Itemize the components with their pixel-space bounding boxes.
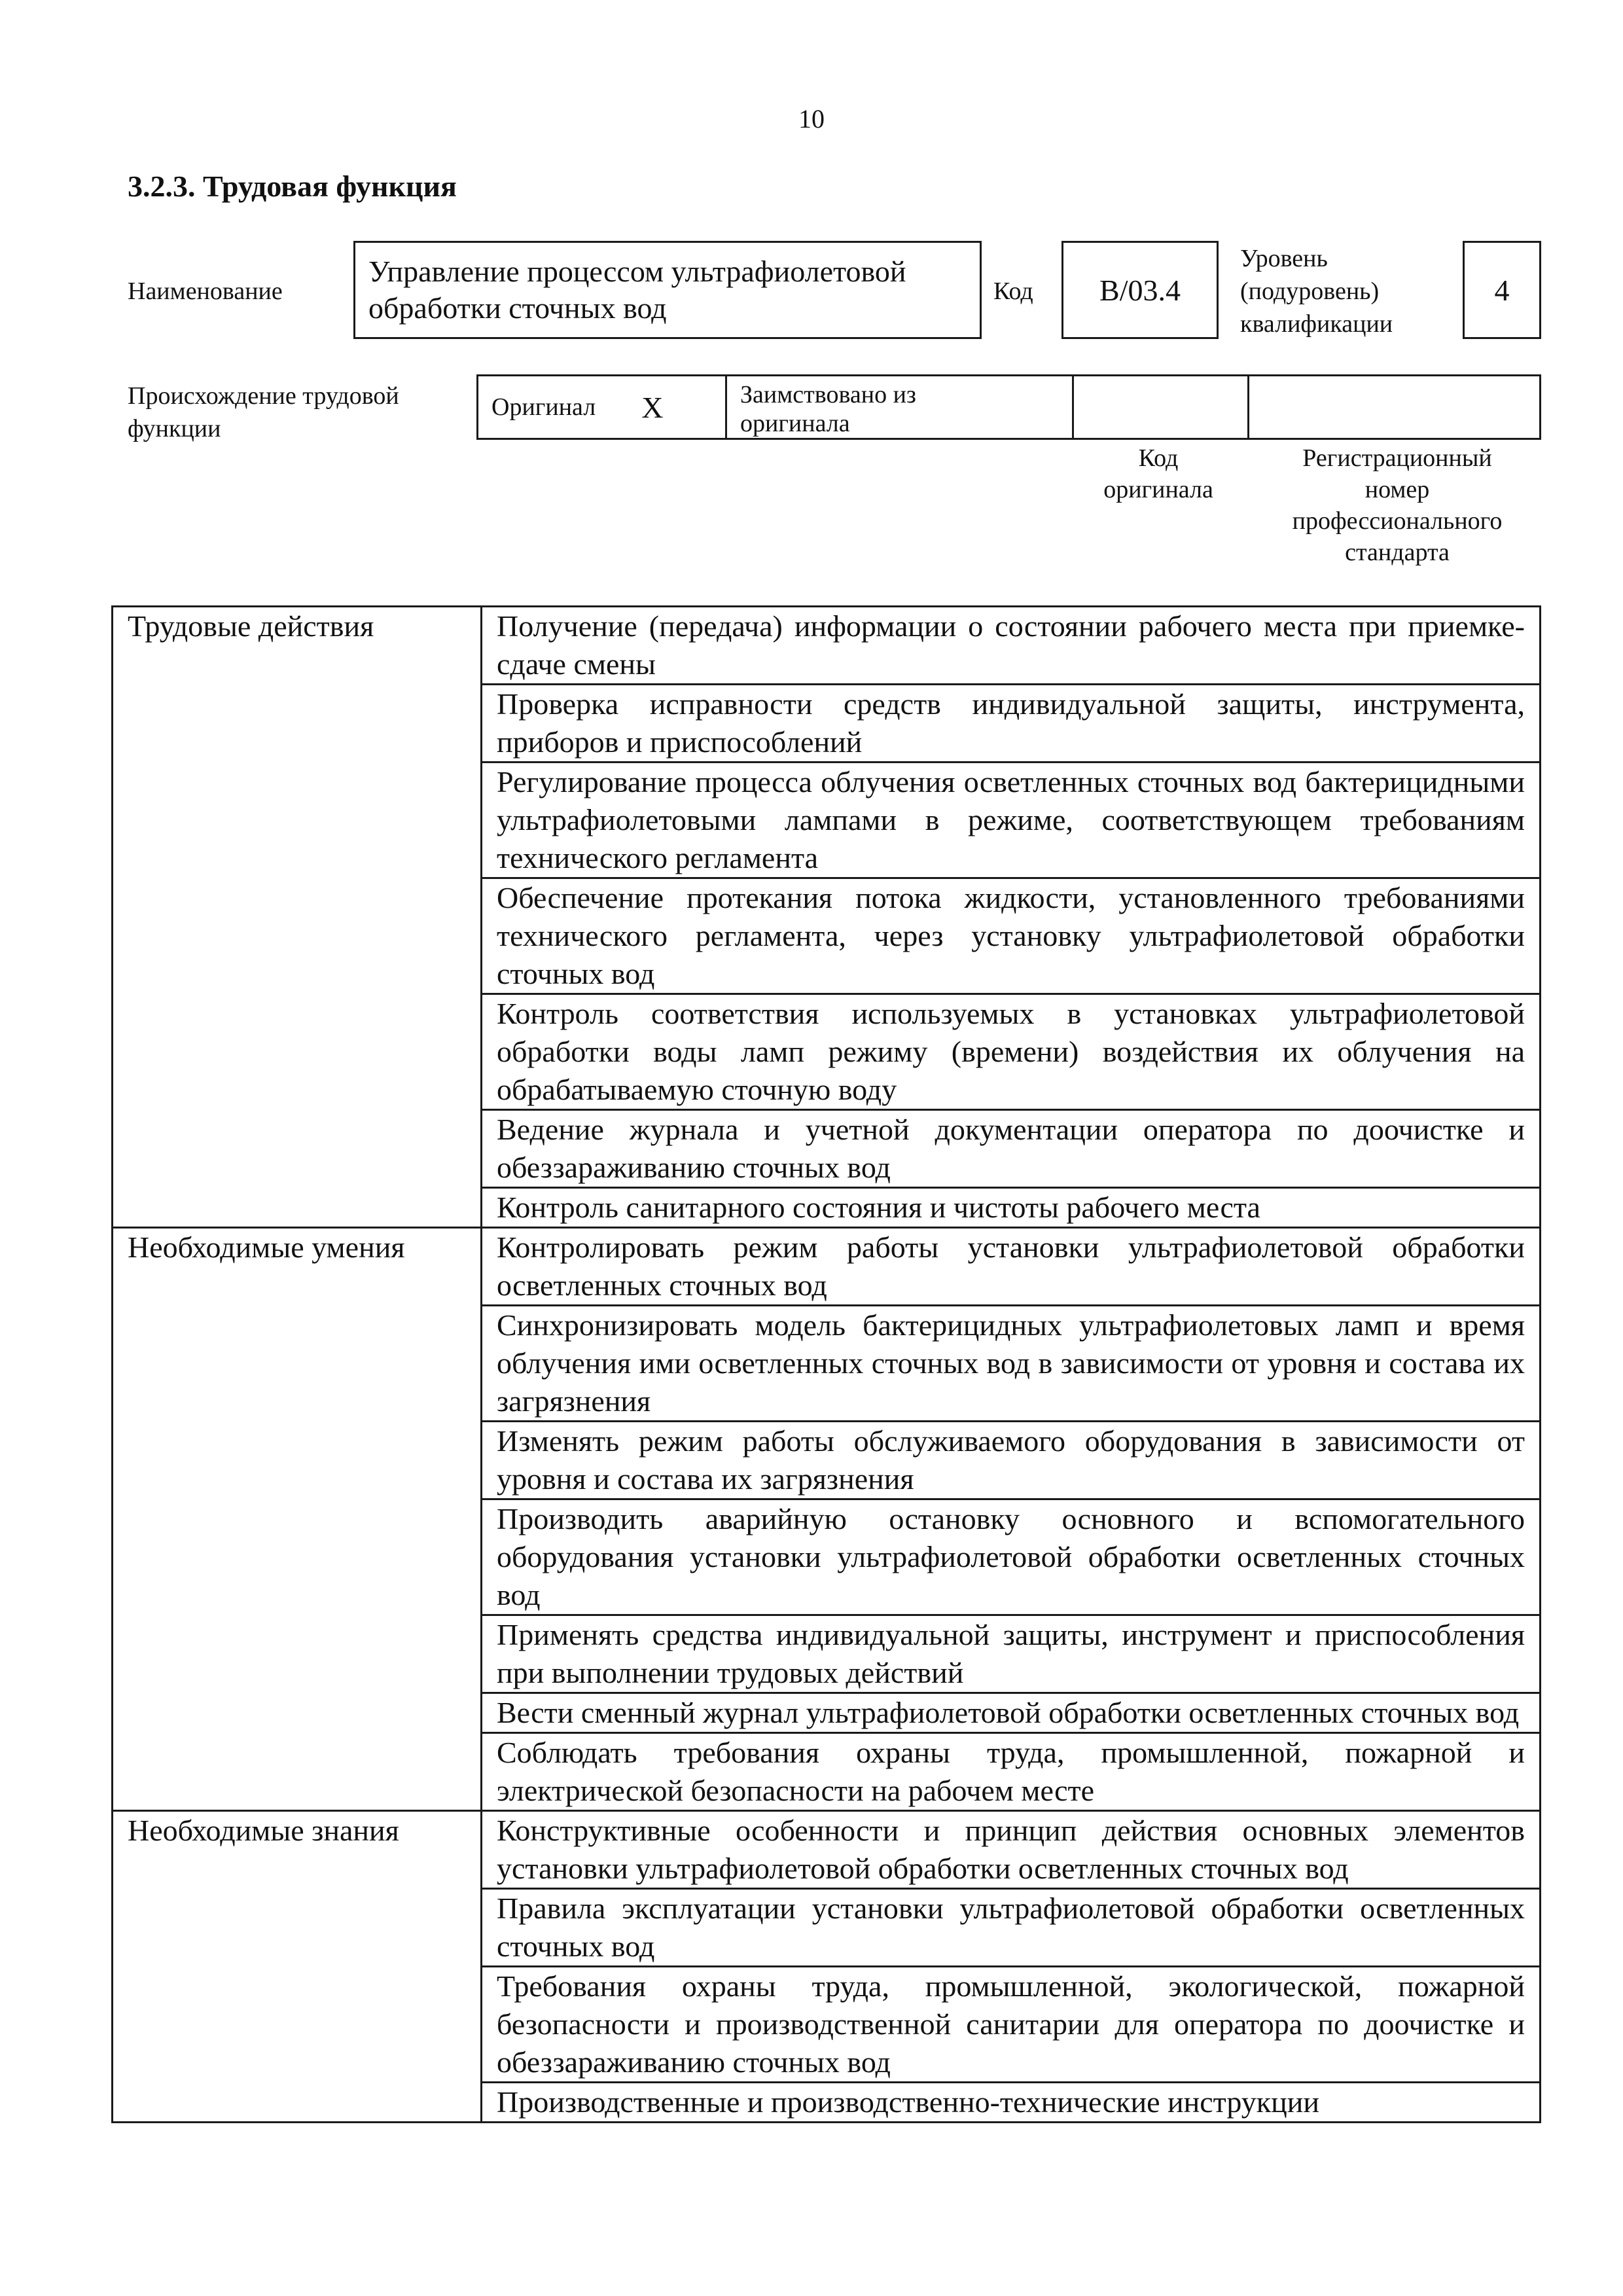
name-value-box <box>353 241 982 339</box>
level-value-box <box>1463 241 1541 339</box>
name-value: Управление процессом ультрафиолетовой обработки сточных вод <box>368 255 906 325</box>
section-item: Изменять режим работы обслуживаемого оборудования в зависимости от уровня и состава их загрязнения <box>482 1422 1541 1499</box>
level-label-line: Уровень <box>1240 245 1328 272</box>
borrowed-label-line: оригинала <box>740 410 850 437</box>
section-item: Производить аварийную остановку основного и вспомогательного оборудования установки ультрафиолетовой обработки осветленных сточных вод <box>482 1499 1541 1615</box>
section-item: Правила эксплуатации установки ультрафиолетовой обработки осветленных сточных вод <box>482 1889 1541 1967</box>
section-item: Контроль соответствия используемых в установках ультрафиолетовой обработки воды ламп режиму (времени) воздействия их облучения на обрабатываемую сточную воду <box>482 994 1541 1110</box>
code-value: B/03.4 <box>1099 273 1181 307</box>
section-item: Конструктивные особенности и принцип действия основных элементов установки ультрафиолетовой обработки осветленных сточных вод <box>482 1811 1541 1889</box>
origin-label-line: Происхождение трудовой <box>128 382 399 410</box>
section-item: Соблюдать требования охраны труда, промышленной, пожарной и электрической безопасности на рабочем месте <box>482 1733 1541 1811</box>
section-item: Контролировать режим работы установки ультрафиолетовой обработки осветленных сточных вод <box>482 1228 1541 1306</box>
section-item: Синхронизировать модель бактерицидных ультрафиолетовых ламп и время облучения ими осветленных сточных вод в зависимости от уровня и состава их загрязнения <box>482 1306 1541 1422</box>
name-label: Наименование <box>128 278 283 305</box>
caption-line: Код <box>1138 444 1179 472</box>
origin-table <box>476 374 1541 440</box>
labor-function-table <box>111 605 1541 2123</box>
page-number: 10 <box>798 104 825 134</box>
section-title: 3.2.3. Трудовая функция <box>128 170 457 203</box>
section-item: Применять средства индивидуальной защиты, инструмент и приспособления при выполнении трудовых действий <box>482 1615 1541 1693</box>
code-label: Код <box>993 278 1033 305</box>
caption-line: профессионального <box>1292 507 1503 535</box>
code-value-box <box>1061 241 1219 339</box>
origin-original-cell <box>478 376 727 438</box>
origin-reg-number-cell <box>1249 376 1539 438</box>
origin-label <box>128 380 399 445</box>
table-row <box>113 1811 1541 1889</box>
level-label <box>1240 242 1393 340</box>
level-label-line: (подуровень) <box>1240 278 1380 305</box>
caption-line: оригинала <box>1103 476 1213 503</box>
section-item: Регулирование процесса облучения осветленных сточных вод бактерицидными ультрафиолетовыми лампами в режиме, соответствующем требованиям технического регламента <box>482 762 1541 878</box>
section-item: Контроль санитарного состояния и чистоты рабочего места <box>482 1188 1541 1228</box>
section-item: Производственные и производственно-технические инструкции <box>482 2083 1541 2123</box>
origin-borrowed-cell <box>727 376 1074 438</box>
section-item: Вести сменный журнал ультрафиолетовой обработки осветленных сточных вод <box>482 1693 1541 1733</box>
origin-code-cell <box>1074 376 1249 438</box>
section-item: Требования охраны труда, промышленной, экологической, пожарной безопасности и производственной санитарии для оператора по доочистке и обеззараживанию сточных вод <box>482 1967 1541 2083</box>
table-row <box>113 1228 1541 1306</box>
section-item: Обеспечение протекания потока жидкости, установленного требованиями технического регламента, через установку ультрафиолетовой обработки сточных вод <box>482 878 1541 994</box>
section-item: Получение (передача) информации о состоянии рабочего места при приемке-сдаче смены <box>482 607 1541 685</box>
level-value: 4 <box>1494 273 1510 307</box>
section-item: Ведение журнала и учетной документации оператора по доочистке и обеззараживанию сточных вод <box>482 1110 1541 1188</box>
section-category: Необходимые знания <box>113 1811 482 2123</box>
caption-reg-number <box>1253 442 1541 568</box>
section-category: Трудовые действия <box>113 607 482 1228</box>
section-item: Проверка исправности средств индивидуальной защиты, инструмента, приборов и приспособлений <box>482 685 1541 762</box>
borrowed-label-line: Заимствовано из <box>740 381 916 408</box>
section-category: Необходимые умения <box>113 1228 482 1811</box>
level-label-line: квалификации <box>1240 310 1393 338</box>
table-row <box>113 607 1541 685</box>
origin-label-line: функции <box>128 415 221 442</box>
caption-original-code <box>1073 442 1243 505</box>
caption-line: номер <box>1364 476 1430 503</box>
original-label: Оригинал <box>491 393 596 421</box>
caption-line: Регистрационный <box>1302 444 1492 472</box>
caption-line: стандарта <box>1345 539 1450 566</box>
original-mark: X <box>641 390 664 424</box>
